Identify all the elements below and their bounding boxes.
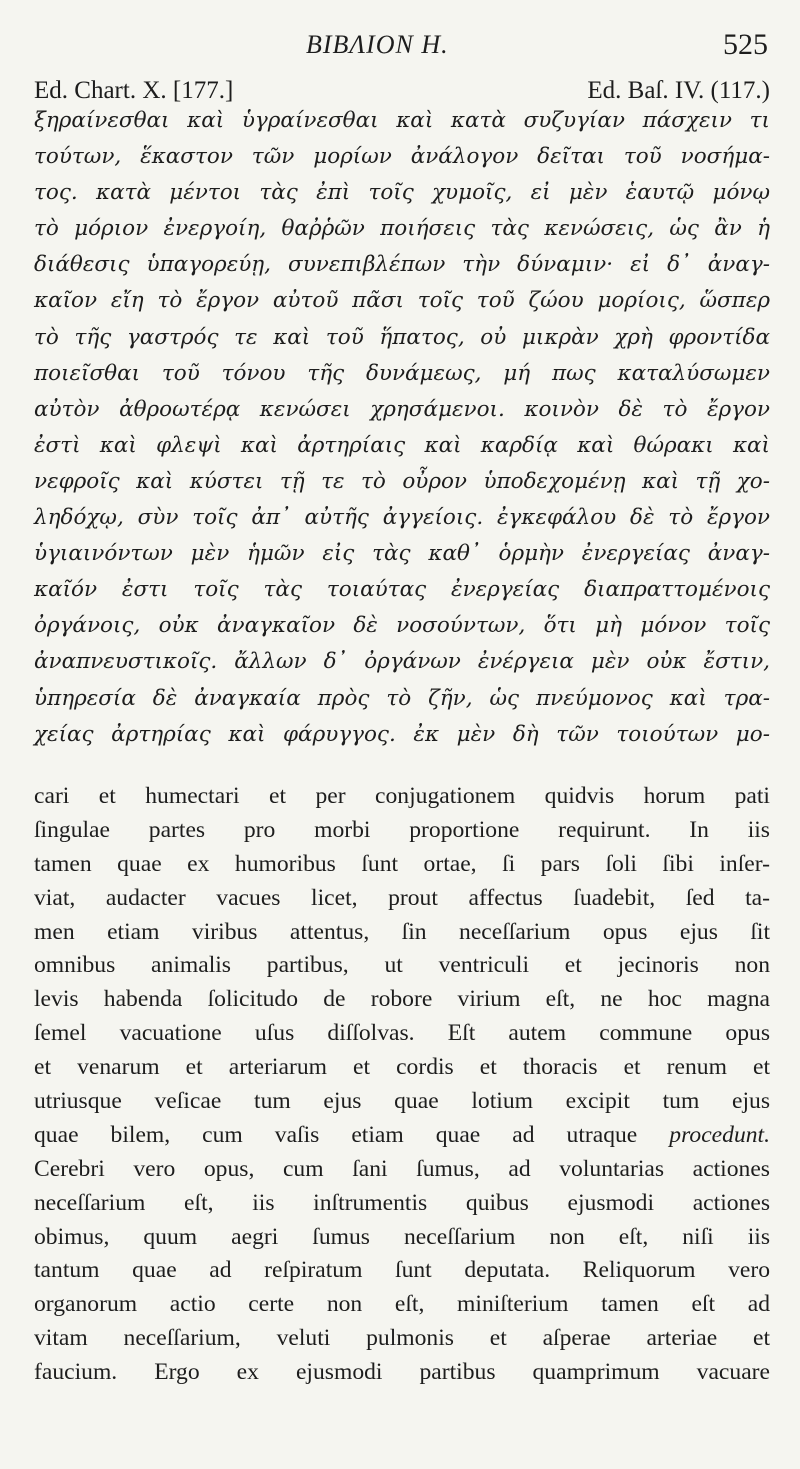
greek-text-line: αὐτὸν ἀθροωτέρᾳ κενώσει χρησάμενοι. κοινὸν δὲ τὸ ἔργον bbox=[34, 396, 770, 422]
latin-text-line: viat, audacter vacues licet, prout affectus ſuadebit, ſed ta- bbox=[34, 884, 770, 911]
greek-text-line: ἀναπνευστικοῖς. ἄλλων δ᾽ ὀργάνων ἐνέργεια μὲν οὐκ ἔστιν, bbox=[34, 649, 770, 675]
latin-text-line: tamen quae ex humoribus ſunt ortae, ſi pars ſoli ſibi inſer- bbox=[34, 850, 770, 877]
greek-text-line: καῖόν ἐστι τοῖς τὰς τοιαύτας ἐνεργείας διαπραττομένοις bbox=[34, 577, 770, 603]
latin-text-line: obimus, quum aegri ſumus neceſſarium non eſt, niſi iis bbox=[34, 1223, 770, 1250]
greek-text-block bbox=[34, 103, 770, 753]
latin-text-line: levis habenda ſolicitudo de robore virium eſt, ne hoc magna bbox=[34, 986, 770, 1013]
latin-text-line: organorum actio certe non eſt, miniſterium tamen eſt ad bbox=[34, 1291, 770, 1318]
greek-text-line: καῖον εἴη τὸ ἔργον αὐτοῦ πᾶσι τοῖς τοῦ ζώου μορίοις, ὥσπερ bbox=[34, 288, 770, 314]
latin-text-line: faucium. Ergo ex ejusmodi partibus quamprimum vacuare bbox=[34, 1359, 770, 1386]
edition-reference-basel: Ed. Baſ. IV. (117.) bbox=[587, 77, 770, 104]
latin-text-line: Cerebri vero opus, cum ſani ſumus, ad voluntarias actiones bbox=[34, 1155, 770, 1182]
greek-text-line: τος. κατὰ μέντοι τὰς ἐπὶ τοῖς χυμοῖς, εἰ μὲν ἑαυτῷ μόνῳ bbox=[34, 180, 770, 206]
latin-text-line: cari et humectari et per conjugationem quidvis horum pati bbox=[34, 783, 770, 809]
greek-text-line: τὸ μόριον ἐνεργοίη, θαῤῥῶν ποιήσεις τὰς κενώσεις, ὡς ἂν ἡ bbox=[34, 216, 770, 242]
latin-text-line bbox=[34, 1119, 770, 1153]
latin-text-line: ſemel vacuatione uſus diſſolvas. Eſt autem commune opus bbox=[34, 1020, 770, 1047]
greek-text-line: διάθεσις ὑπαγορεύῃ, συνεπιβλέπων τὴν δύναμιν· εἰ δ᾽ ἀναγ- bbox=[34, 252, 770, 278]
latin-italic-word: procedunt. bbox=[669, 1121, 770, 1148]
greek-text-line: τὸ τῆς γαστρός τε καὶ τοῦ ἥπατος, οὐ μικρὰν χρὴ φροντίδα bbox=[34, 324, 770, 350]
greek-text-line: χείας ἀρτηρίας καὶ φάρυγγος. ἐκ μὲν δὴ τῶν τοιούτων μο- bbox=[34, 721, 770, 747]
latin-text-line: utriusque veſicae tum ejus quae lotium excipit tum ejus bbox=[34, 1088, 770, 1115]
greek-text-line: ὀργάνοις, οὐκ ἀναγκαῖον δὲ νοσούντων, ὅτι μὴ μόνον τοῖς bbox=[34, 613, 770, 639]
latin-text-line: tantum quae ad reſpiratum ſunt deputata. Reliquorum vero bbox=[34, 1257, 770, 1284]
book-title: BIBΛΙΟΝ H. bbox=[306, 30, 449, 59]
greek-text-line: νεφροῖς καὶ κύστει τῇ τε τὸ οὖρον ὑποδεχομένῃ καὶ τῇ χο- bbox=[34, 468, 770, 494]
latin-text-line: ſingulae partes pro morbi proportione requirunt. In iis bbox=[34, 816, 770, 843]
greek-text-line: ληδόχῳ, σὺν τοῖς ἀπ᾽ αὐτῆς ἀγγείοις. ἐγκεφάλου δὲ τὸ ἔργον bbox=[34, 505, 770, 531]
greek-text-line: ὑπηρεσία δὲ ἀναγκαία πρὸς τὸ ζῆν, ὡς πνεύμονος καὶ τρα- bbox=[34, 685, 770, 711]
latin-text-line-roman: quae bilem, cum vaſis etiam quae ad utraque bbox=[34, 1121, 638, 1148]
greek-text-line: ὑγιαινόντων μὲν ἡμῶν εἰς τὰς καθ᾽ ὁρμὴν ἐνεργείας ἀναγ- bbox=[34, 541, 770, 567]
greek-text-line: ἐστὶ καὶ φλεψὶ καὶ ἀρτηρίαις καὶ καρδίᾳ καὶ θώρακι καὶ bbox=[34, 432, 770, 458]
latin-text-block bbox=[34, 780, 770, 1390]
latin-text-line: vitam neceſſarium, veluti pulmonis et aſperae arteriae et bbox=[34, 1325, 770, 1352]
page-number: 525 bbox=[723, 28, 768, 61]
latin-text-line: men etiam viribus attentus, ſin neceſſarium opus ejus ſit bbox=[34, 918, 770, 945]
greek-text-line: ποιεῖσθαι τοῦ τόνου τῆς δυνάμεως, μή πως καταλύσωμεν bbox=[34, 360, 770, 386]
greek-text-line: ξηραίνεσθαι καὶ ὑγραίνεσθαι καὶ κατὰ συζυγίαν πάσχειν τι bbox=[34, 108, 770, 133]
running-head bbox=[0, 30, 800, 64]
greek-text-line: τούτων, ἕκαστον τῶν μορίων ἀνάλογον δεῖται τοῦ νοσήμα- bbox=[34, 144, 770, 170]
latin-text-line: omnibus animalis partibus, ut ventriculi et jecinoris non bbox=[34, 952, 770, 979]
latin-text-line: neceſſarium eſt, iis inſtrumentis quibus ejusmodi actiones bbox=[34, 1189, 770, 1216]
latin-text-line: et venarum et arteriarum et cordis et thoracis et renum et bbox=[34, 1054, 770, 1081]
edition-reference-chart: Ed. Chart. X. [177.] bbox=[34, 77, 234, 104]
